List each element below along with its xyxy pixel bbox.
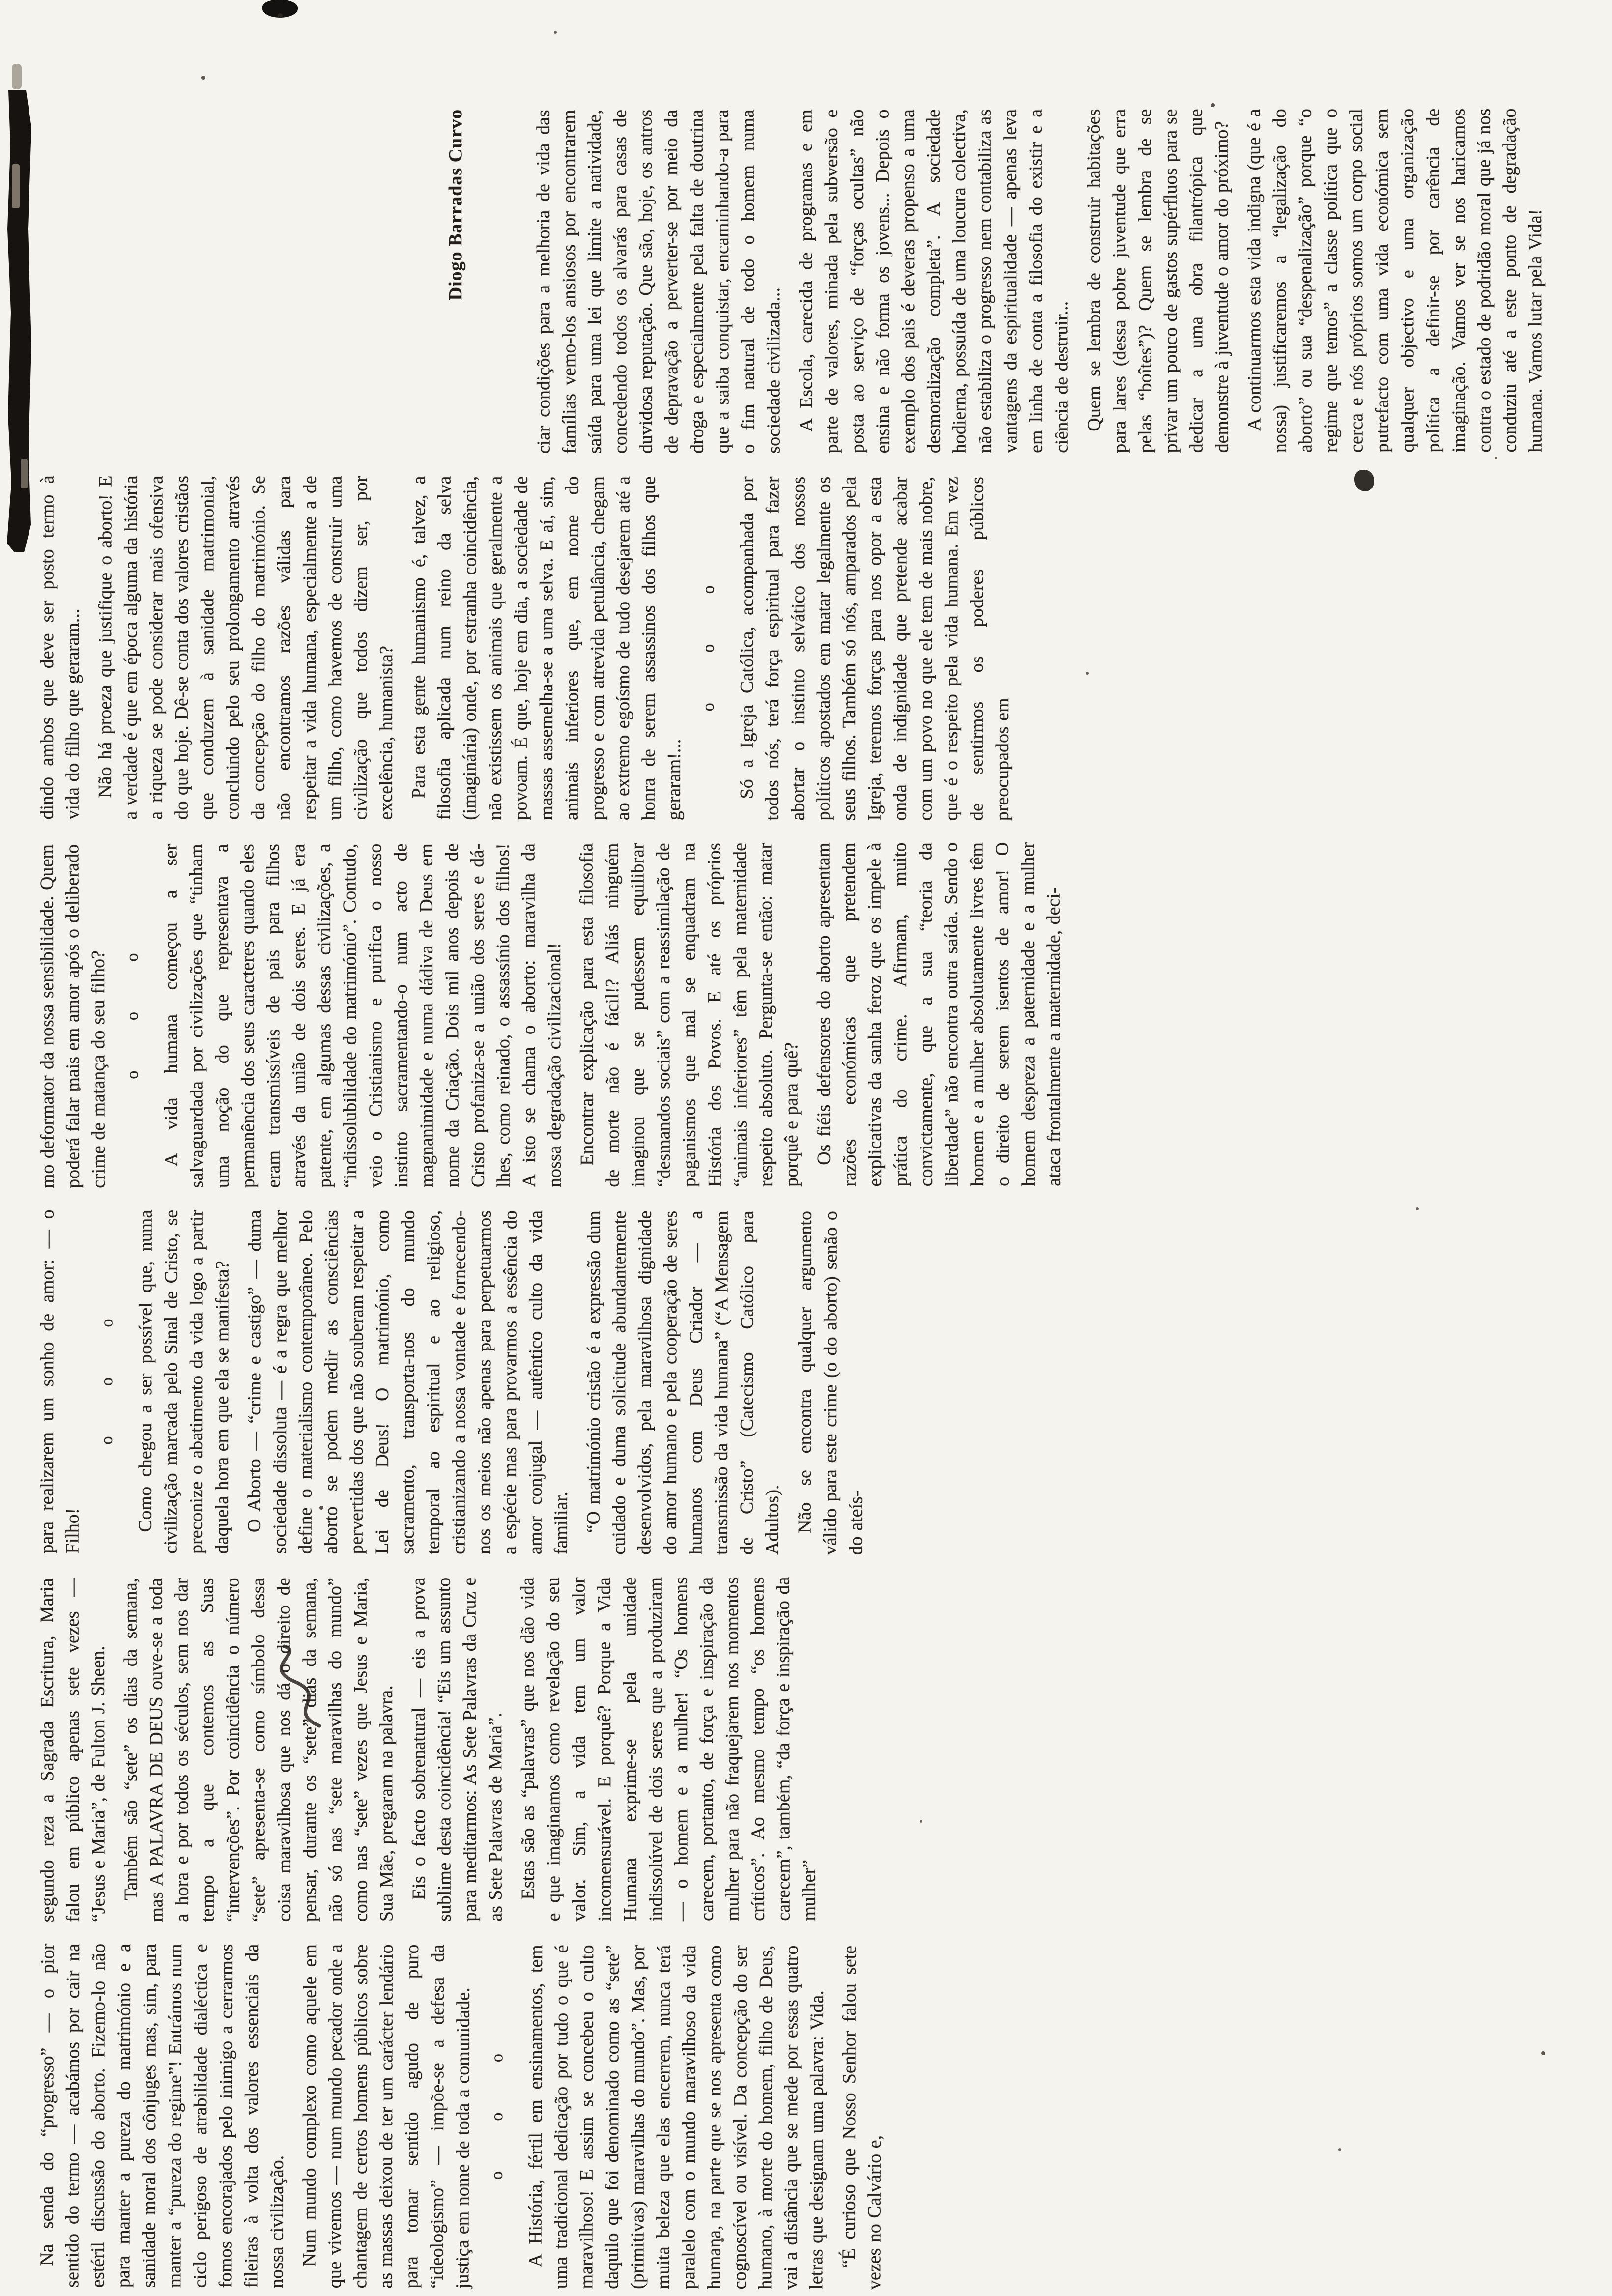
article-paragraph: Eis o facto sobrenatural — eis a prova sublime desta coincidência! “Eis um assunto para meditarmos: As Sete Palavras da Cruz e as Sete Palavras de Maria”.	[408, 1577, 506, 1922]
article-paragraph: Para esta gente humanismo é, talvez, a filosofia aplicada num reino da selva (imaginária) onde, por estranha coincidência, não existissem os animais que geralmente a povoam. É que, hoje em dia, a sociedade de massas assemelha-se a uma selva. E aí, sim, animais inferiores que, em nome do progresso e com atrevida petulância, chegam ao extremo egoísmo de tudo desejarem até a honra de serem assassinos dos filhos que geraram!...	[408, 476, 685, 821]
article-paragraph: mo deformator da nossa sensibilidade. Quem poderá falar mais em amor após o deliberado crime de matança do seu filho?	[36, 844, 109, 1189]
article-column-6	[531, 109, 1555, 454]
article-column-2	[34, 1577, 829, 1923]
article-column-5	[34, 476, 1023, 821]
article-paragraph: “O matrimónio cristão é a expressão dum cuidado e duma solicitude abundantemente desenvolvidos, pela maravilhosa dignidade do amor humano e pela cooperação de seres humanos com Deus Criador — a transmissão da vida humana” (“A Mensagem de Cristo” (Catecismo Católico para Adultos).	[583, 1210, 783, 1555]
article-paragraph: segundo reza a Sagrada Escritura, Maria falou em público apenas sete vezes — “Jesus e Maria”, de Fulton J. Sheen.	[36, 1578, 109, 1923]
section-separator: o o o	[699, 563, 718, 712]
article-paragraph: Não se encontra qualquer argumento válido para este crime (o do aborto) senão o do ateís-	[794, 1211, 866, 1555]
section-separator: o o o	[123, 930, 142, 1079]
article-column-1	[34, 1944, 895, 2290]
article-paragraph: Como chegou a ser possível que, numa civilização marcada pelo Sinal de Cristo, se preconize o abatimento da vida logo a partir daquela hora em que ela se manifesta?	[135, 1209, 233, 1554]
section-separator: o o o	[97, 1296, 116, 1445]
scan-artifact-bar-tail	[12, 64, 22, 89]
article-paragraph: Encontrar explicação para esta filosofia de morte não é fácil!? Aliás ninguém imaginou que se pudessem equilibrar “desmandos sociais” com a reassimilação de paganismos que mal se enquadram na História dos Povos. E até os próprios “animais inferiores” têm pela maternidade respeito absoluto. Pergunta-se então: matar porquê e para quê?	[576, 843, 802, 1187]
ink-squiggle-mark	[275, 1642, 334, 1731]
scan-noise-specks	[0, 0, 2, 2]
article-paragraph: ciar condições para a melhoria de vida das famílias vemo-los ansiosos por encontrarem saída para uma lei que limite a natividade, concedendo todos os alvarás para casas de duvidosa reputação. Que são, hoje, os antros de depravação a perverter-se por meio da droga e especialmente pela falta de doutrina que a saiba conquistar, encaminhando-a para o fim natural de todo o homem numa sociedade civilizada...	[533, 109, 784, 454]
article-paragraph: Num mundo complexo como aquele em que vivemos — num mundo pecador onde a chantagem de certos homens públicos sobre as massas deixou de ter um carácter lendário para tomar sentido agudo de puro “ideologismo” — impõe-se a defesa da justiça em nome de toda a comunidade.	[299, 1944, 474, 2289]
article-paragraph: Estas são as “palavras” que nos dão vida e que imaginamos como revelação do seu valor. Sim, a vida tem um valor incomensurável. E porquê? Porque a Vida Humana exprime-se pela unidade indissolúvel de dois seres que a produziram — o homem e a mulher! “Os homens carecem, portanto, de força e inspiração da mulher para não fraquejarem nos momentos críticos”. Ao mesmo tempo “os homens carecem”, também, “da força e inspiração da mulher”	[517, 1577, 820, 1922]
article-paragraph: Quem se lembra de construir habitações para lares (dessa pobre juventude que erra pelas “boîtes”)? Quem se lembra de se privar um pouco de gastos supérfluos para se dedicar a uma obra filantrópica que demonstre à juventude o amor do próximo?	[1083, 109, 1233, 453]
ink-smudge-mark	[1354, 470, 1374, 491]
article-paragraph: dindo ambos que deve ser posto termo à vida do filho que geraram...	[36, 475, 84, 820]
article-paragraph: A continuarmos esta vida indigna (que é a nossa) justificaremos a “legalização do aborto” ou sua “despenalização” porque “o regime que temos” a classe política que o cerca e nós próprios somos um corpo social putrefacto com uma vida económica sem qualquer objectivo e uma organização política a definir-se por carência de imaginação. Vamos ver se nos haricamos contra o estado de podridão moral que já nos conduziu até a este ponto de degradação humana. Vamos lutar pela Vida!	[1243, 108, 1546, 453]
article-paragraph: A Escola, carecida de programas e em parte de valores, minada pela subversão e posta ao serviço de “forças ocultas” não ensina e não forma os jovens... Depois o exemplo dos pais é deveras propenso a uma desmoralização completa”. A sociedade hodierna, possuída de uma loucura colectiva, não estabiliza o progresso nem contabiliza as vantagens da espiritualidade — apenas leva em linha de conta a filosofia do existir e a ciência de destruir...	[795, 109, 1072, 454]
article-paragraph: A vida humana começou a ser salvaguardada por civilizações que “tinham uma noção do que representava a permanência dos seus caracteres quando eles eram transmissíveis de pais para filhos através da união de dois seres. E já era patente, em algumas dessas civilizações, a “indissolubilidade do matrimónio”. Contudo, veio o Cristianismo e purifica o nosso instinto sacramentando-o num acto de magnanimidade e numa dádiva de Deus em nome da Criação. Dois mil anos depois de Cristo profaniza-se a união dos seres e dá-lhes, como reinado, o assassínio dos filhos! A isto se chama o aborto: maravilha da nossa degradação civilizacional!	[160, 843, 565, 1188]
article-paragraph: “É curioso que Nosso Senhor falou sete vezes no Calvário e,	[838, 1945, 885, 2290]
article-column-4	[34, 842, 1073, 1188]
article-paragraph: para realizarem um sonho de amor: — o Filho!	[36, 1209, 83, 1554]
article-column-3	[34, 1210, 876, 1555]
article-paragraph: Os fiéis defensores do aborto apresentam razões económicas que pretendem explicativas da sanha feroz que os impele à prática do crime. Afirmam, muito convictamente, que a sua “teoria da liberdade” não encontra outra saída. Sendo o homem e a mulher absolutamente livres têm o direito de serem isentos de amor! O homem despreza a paternidade e a mulher ataca frontalmente a maternidade, deci-	[813, 842, 1065, 1187]
scan-artifact-bar	[7, 90, 31, 552]
article-paragraph: O Aborto — “crime e castigo” — duma sociedade dissoluta — é a regra que melhor define o materialismo contemporâneo. Pelo aborto se podem medir as consciências pervertidas dos que não souberam respeitar a Lei de Deus! O matrimónio, como sacramento, transporta-nos do mundo temporal ao espiritual e ao religioso, cristianizando a nossa vontade e fornecendo-nos os meios não apenas para perpetuarmos a espécie mas para provarmos a essência do amor conjugal — autêntico culto da vida familiar.	[244, 1210, 572, 1555]
article-byline: Diogo Barradas Curvo	[445, 109, 466, 301]
scan-blob-artifact	[262, 0, 298, 18]
article-paragraph: Também são “sete” os dias da semana, mas A PALAVRA DE DEUS ouve-se a toda a hora e por todos os séculos, sem nos dar tempo a que contemos as Suas “intervenções”. Por coincidência o número “sete” apresenta-se como símbolo dessa coisa maravilhosa que nos dá o direito de pensar, durante os “sete” dias da semana, não só nas “sete maravilhas do mundo” como nas “sete” vezes que Jesus e Maria, Sua Mãe, pregaram na palavra.	[120, 1578, 397, 1923]
section-separator: o o o	[488, 2031, 507, 2180]
article-paragraph: Só a Igreja Católica, acompanhada por todos nós, terá força espiritual para fazer abortar o instinto selvático dos nossos políticos apostados em matar legalmente os seus filhos. Também só nós, amparados pela Igreja, teremos forças para nos opor a esta onda de indignidade que pretende acabar com um povo no que ele tem de mais nobre, que é o respeito pela vida humana. Em vez de sentirmos os poderes públicos preocupados em	[736, 476, 1013, 821]
article-paragraph: Na senda do “progresso” — o pior sentido do termo — acabámos por cair na estéril discussão do aborto. Fizemo-lo não para manter a pureza do matrimónio e a sanidade moral dos cônjuges mas, sim, para manter a “pureza do regime”! Entrámos num ciclo perigoso de atrabilidade dialéctica e fomos encorajados pelo inimigo a cerrarmos fileiras à volta dos valores essenciais da nossa civilização.	[36, 1943, 288, 2289]
article-paragraph: Não há proeza que justifique o aborto! E a verdade é que em época alguma da história a riqueza se pode considerar mais ofensiva do que hoje. Dê-se conta dos valores cristãos que conduzem à sanidade matrimonial, concluindo pelo seu prolongamento através da concepção do filho do matrimónio. Se não encontramos razões válidas para respeitar a vida humana, especialmente a de um filho, como havemos de construir uma civilização que todos dizem ser, por excelência, humanista?	[94, 475, 397, 820]
article-paragraph: A História, fértil em ensinamentos, tem uma tradicional dedicação por tudo o que é maravilhoso! E assim se concebeu o culto daquilo que foi denominado como as “sete” (primitivas) maravilhas do mundo”. Mas, por muita beleza que elas encerrem, nunca terá paralelo com o mundo maravilhoso da vida humana, na parte que se nos apresenta como cognoscível ou visível. Da concepção do ser humano, à morte do homem, filho de Deus, vai a distância que se mede por essas quatro letras que designam uma palavra: Vida.	[525, 1945, 828, 2290]
